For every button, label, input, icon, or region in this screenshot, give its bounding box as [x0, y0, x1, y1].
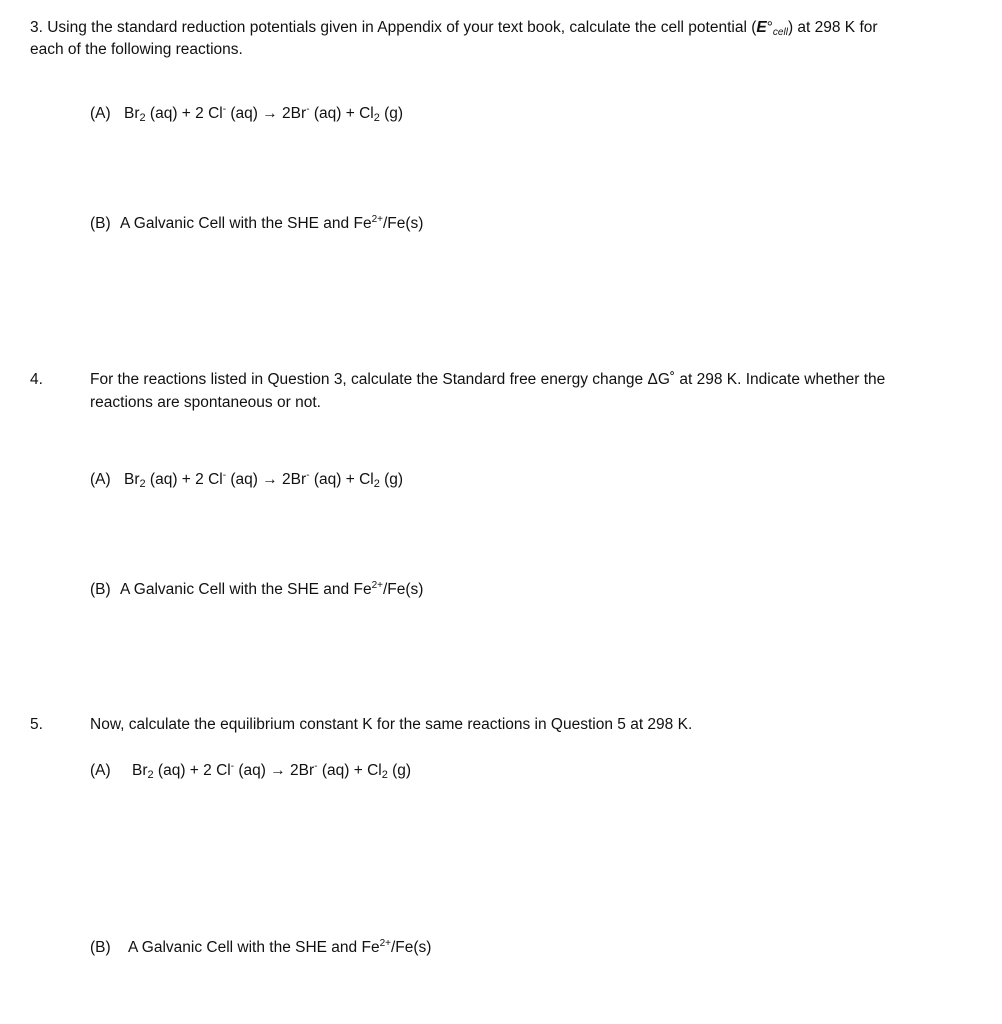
- reaction-equation: Br2 (aq) + 2 Cl- (aq) → 2Br- (aq) + Cl2 (g): [132, 761, 412, 781]
- question-4-line-1: For the reactions listed in Question 3, calculate the Standard free energy change ΔG˚ at 298 K. Indicate whether the: [90, 371, 886, 388]
- part-b-label: (B): [90, 939, 111, 956]
- part-b-label: (B): [90, 581, 111, 598]
- question-5-part-a: [90, 761, 411, 783]
- e-cell-subscript: cell: [772, 27, 788, 38]
- question-5-number: 5.: [30, 716, 43, 733]
- part-a-label: (A): [90, 105, 111, 122]
- reaction-equation: Br2 (aq) + 2 Cl- (aq) → 2Br- (aq) + Cl2 (g): [124, 104, 404, 124]
- degree-symbol: °: [766, 19, 773, 36]
- e-cell-symbol: E: [756, 19, 767, 36]
- question-5-line-1: Now, calculate the equilibrium constant K for the same reactions in Question 5 at 298 K.: [90, 716, 693, 733]
- question-3-part-b: (B) A Galvanic Cell with the SHE and $Fe^{2+}/Fe(s)$: [90, 214, 424, 232]
- question-3-line-1: 3. Using the standard reduction potentials given in Appendix of your text book, calculate the cell potential (E°cell) at 298 K for: [30, 19, 878, 38]
- part-b-label: (B): [90, 215, 111, 232]
- part-a-label: (A): [90, 471, 111, 488]
- reaction-equation: Br2 (aq) + 2 Cl- (aq) → 2Br- (aq) + Cl2 (g): [124, 470, 404, 490]
- part-a-label: (A): [90, 762, 111, 779]
- question-5-part-b: (B) A Galvanic Cell with the SHE and $Fe^{2+}/Fe(s)$: [90, 938, 432, 956]
- question-4-line-2: reactions are spontaneous or not.: [90, 394, 321, 411]
- question-3-line-2: each of the following reactions.: [30, 41, 243, 58]
- question-4-part-b: (B) A Galvanic Cell with the SHE and $Fe^{2+}/Fe(s)$: [90, 580, 424, 598]
- question-3-part-a: [90, 104, 403, 126]
- question-4-part-a: [90, 470, 403, 492]
- question-4-number: 4.: [30, 371, 43, 388]
